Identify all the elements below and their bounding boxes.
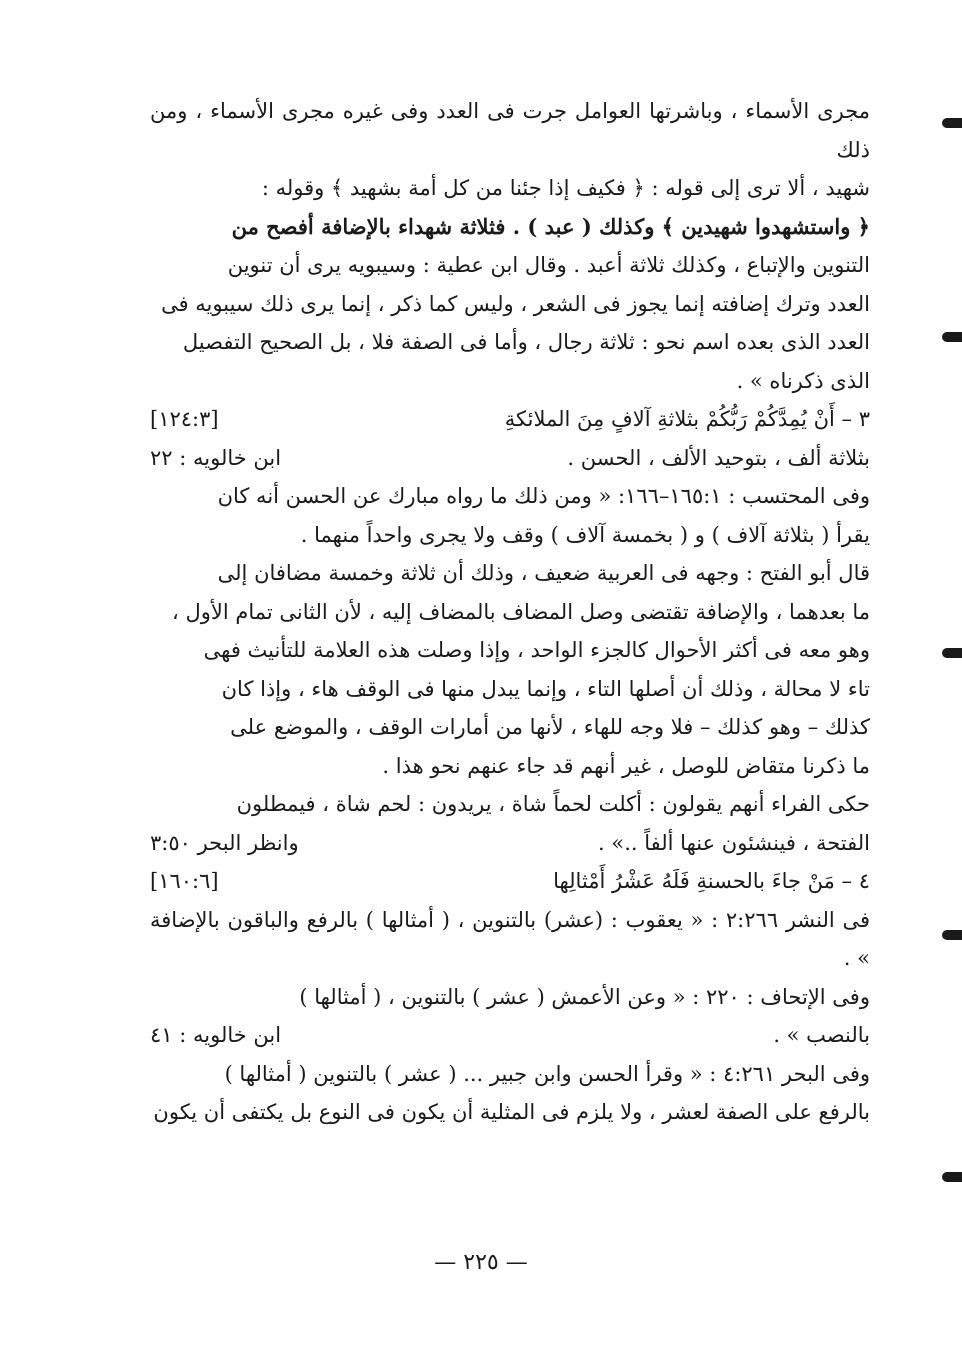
text-line: العدد وترك إضافته إنما يجوز فى الشعر ، وليس كما ذكر ، إنما يرى ذلك سيبويه فى — [161, 291, 870, 316]
text-line: حكى الفراء أنهم يقولون : أكلت لحماً شاة ، يريدون : لحم شاة ، فيمطلون — [236, 792, 870, 816]
text-line: شهيد ، ألا ترى إلى قوله : ﴿ فكيف إذا جئنا من كل أمة بشهيد ﴾ وقوله : — [261, 176, 870, 200]
margin-mark — [942, 118, 962, 128]
text-line: قال أبو الفتح : وجهه فى العربية ضعيف ، وذلك أن ثلاثة وخمسة مضافان إلى — [217, 561, 870, 585]
verse-reference: [١٦٠:٦] — [150, 869, 219, 893]
text-line: بالرفع على الصفة لعشر ، ولا يلزم فى المثلية أن يكون فى النوع بل يكتفى أن يكون — [153, 1100, 870, 1124]
margin-mark — [942, 1172, 962, 1182]
ithaf-source: ابن خالويه : ٤١ — [150, 1023, 282, 1047]
text-line: ما ذكرنا متقاض للوصل ، غير أنهم قد جاء عنهم نحو هذا . — [382, 753, 870, 778]
text-line: ﴿ واستشهدوا شهيدين ﴾ وكذلك ( عبد ) . فثلاثة شهداء بالإضافة أفصح من — [231, 213, 870, 239]
farra-line — [150, 824, 870, 863]
text-line: مجرى الأسماء ، وباشرتها العوامل جرت فى العدد وفى غيره مجرى الأسماء ، ومن ذلك — [150, 99, 870, 162]
paragraph-1 — [150, 92, 870, 400]
verse-heading — [150, 400, 870, 439]
text-line: وفى الإتحاف : ٢٢٠ : « وعن الأعمش ( عشر ) بالتنوين ، ( أمثالها ) — [299, 984, 870, 1009]
text-line: كذلك – وهو كذلك – فلا وجه للهاء ، لأنها من أمارات الوقف ، والموضع على — [230, 715, 870, 739]
text-line: تاء لا محالة ، وذلك أن أصلها التاء ، وإنما يبدل منها فى الوقف هاء ، وإذا كان — [221, 676, 870, 701]
text-line: وفى البحر ٤:٢٦١ : « وقرأ الحسن وابن جبير ... ( عشر ) بالتنوين ( أمثالها ) — [224, 1061, 870, 1086]
page-number: — ٢٢٥ — — [434, 1250, 528, 1275]
verse-heading — [150, 862, 870, 901]
margin-mark — [942, 930, 962, 940]
farra-text: الفتحة ، فينشئون عنها ألفاً ..» . — [598, 830, 870, 855]
text-line: يقرأ ( بثلاثة آلاف ) و ( بخمسة آلاف ) وقف ولا يجرى واحداً منهما . — [300, 522, 870, 547]
reading-source: ابن خالويه : ٢٢ — [150, 445, 282, 470]
text-line: وهو معه فى أكثر الأحوال كالجزء الواحد ، وإذا وصلت هذه العلامة للتأنيث فهى — [203, 638, 870, 662]
verse-reference: [١٢٤:٣] — [150, 407, 219, 431]
page-body — [150, 92, 870, 1132]
ithaf-line — [150, 1016, 870, 1055]
reading-text: بثلاثة ألف ، بتوحيد الألف ، الحسن . — [567, 445, 870, 470]
farra-source: وانظر البحر ٣:٥٠ — [150, 830, 299, 855]
verse-text: ٤ – مَنْ جاءَ بالحسنةِ فَلَهُ عَشْرُ أَمْثالِها — [553, 869, 870, 893]
text-line: وفى المحتسب : ١٦٥:١–١٦٦: « ومن ذلك ما رواه مبارك عن الحسن أنه كان — [217, 484, 870, 508]
item-3 — [150, 400, 870, 862]
verse-text: ٣ – أَنْ يُمِدَّكُمْ رَبُّكُمْ بثلاثةِ آلافٍ مِنَ الملائكةِ — [504, 407, 870, 431]
text-line: العدد الذى بعده اسم نحو : ثلاثة رجال ، وأما فى الصفة فلا ، بل الصحيح التفصيل — [182, 330, 870, 354]
margin-mark — [942, 332, 962, 342]
margin-mark — [942, 648, 962, 658]
text-line: التنوين والإتباع ، وكذلك ثلاثة أعبد . وقال ابن عطية : وسيبويه يرى أن تنوين — [227, 253, 870, 277]
text-line: ما بعدهما ، والإضافة تقتضى وصل المضاف بالمضاف إليه ، لأن الثانى تمام الأول ، — [172, 599, 870, 624]
item-4 — [150, 862, 870, 1132]
reading-line — [150, 439, 870, 478]
text-line: فى النشر ٢:٢٦٦ : « يعقوب : (عشر) بالتنوين ، ( أمثالها ) بالرفع والباقون بالإضافة » . — [150, 907, 870, 970]
ithaf-text: بالنصب » . — [773, 1023, 870, 1047]
text-line: الذى ذكرناه » . — [736, 368, 870, 393]
